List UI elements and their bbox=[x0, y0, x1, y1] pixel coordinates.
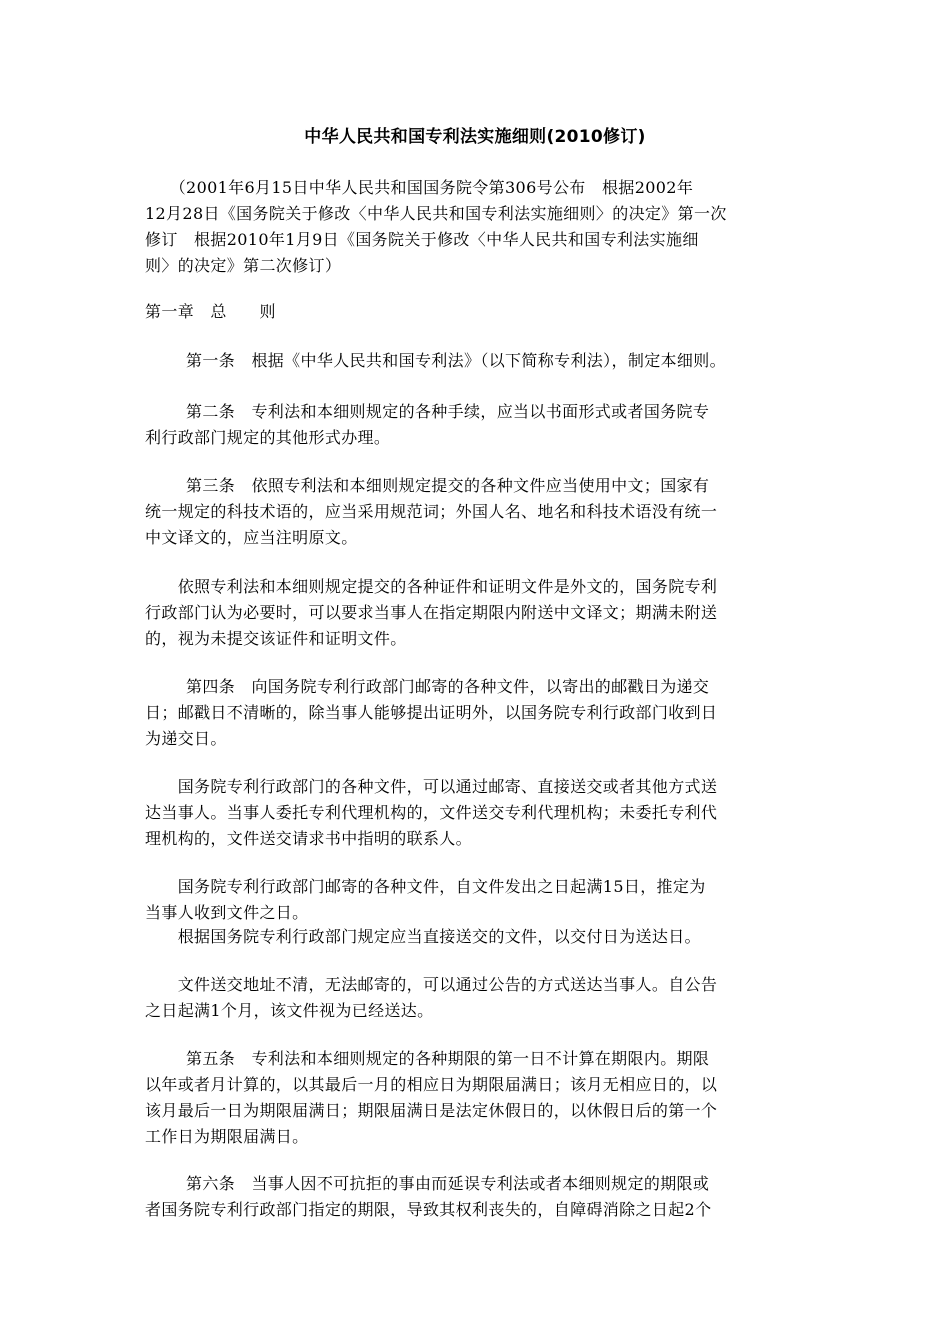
text-line: 12月28日《国务院关于修改〈中华人民共和国专利法实施细则〉的决定》第一次 bbox=[145, 204, 727, 223]
text-line: 达当事人。当事人委托专利代理机构的，文件送交专利代理机构；未委托专利代 bbox=[145, 803, 718, 822]
text-line: 国务院专利行政部门邮寄的各种文件，自文件发出之日起满15日，推定为 bbox=[145, 877, 706, 896]
document-title: 中华人民共和国专利法实施细则(2010修订) bbox=[304, 127, 646, 147]
text-line: 则〉的决定》第二次修订） bbox=[145, 256, 342, 275]
text-line: 文件送交地址不清，无法邮寄的，可以通过公告的方式送达当事人。自公告 bbox=[145, 975, 718, 994]
chapter-heading: 第一章 总 则 bbox=[145, 302, 276, 321]
text-line: 国务院专利行政部门的各种文件，可以通过邮寄、直接送交或者其他方式送 bbox=[145, 777, 718, 796]
text-line: 工作日为期限届满日。 bbox=[145, 1127, 309, 1146]
text-line: 修订 根据2010年1月9日《国务院关于修改〈中华人民共和国专利法实施细 bbox=[145, 230, 699, 249]
text-line: 第二条 专利法和本细则规定的各种手续，应当以书面形式或者国务院专 bbox=[145, 402, 710, 421]
text-line: 依照专利法和本细则规定提交的各种证件和证明文件是外文的，国务院专利 bbox=[145, 577, 718, 596]
text-line: 以年或者月计算的，以其最后一月的相应日为期限届满日；该月无相应日的，以 bbox=[145, 1075, 718, 1094]
text-line: 利行政部门规定的其他形式办理。 bbox=[145, 428, 391, 447]
text-line: 第五条 专利法和本细则规定的各种期限的第一日不计算在期限内。期限 bbox=[145, 1049, 710, 1068]
text-line: 根据国务院专利行政部门规定应当直接送交的文件，以交付日为送达日。 bbox=[145, 927, 701, 946]
text-line: 中文译文的，应当注明原文。 bbox=[145, 528, 358, 547]
text-line: 统一规定的科技术语的，应当采用规范词；外国人名、地名和科技术语没有统一 bbox=[145, 502, 718, 521]
text-line: 为递交日。 bbox=[145, 729, 227, 748]
text-line: 理机构的，文件送交请求书中指明的联系人。 bbox=[145, 829, 473, 848]
text-line: 第四条 向国务院专利行政部门邮寄的各种文件，以寄出的邮戳日为递交 bbox=[145, 677, 710, 696]
text-line: 第六条 当事人因不可抗拒的事由而延误专利法或者本细则规定的期限或 bbox=[145, 1174, 710, 1193]
text-line: 日；邮戳日不清晰的，除当事人能够提出证明外，以国务院专利行政部门收到日 bbox=[145, 703, 718, 722]
text-line: 第三条 依照专利法和本细则规定提交的各种文件应当使用中文；国家有 bbox=[145, 476, 710, 495]
text-line: 当事人收到文件之日。 bbox=[145, 903, 309, 922]
text-line: 行政部门认为必要时，可以要求当事人在指定期限内附送中文译文；期满未附送 bbox=[145, 603, 718, 622]
text-line: 者国务院专利行政部门指定的期限，导致其权利丧失的，自障碍消除之日起2个 bbox=[145, 1200, 712, 1219]
text-line: （2001年6月15日中华人民共和国国务院令第306号公布 根据2002年 bbox=[145, 178, 694, 197]
text-line: 该月最后一日为期限届满日；期限届满日是法定休假日的，以休假日后的第一个 bbox=[145, 1101, 718, 1120]
text-line: 的，视为未提交该证件和证明文件。 bbox=[145, 629, 407, 648]
text-line: 之日起满1个月，该文件视为已经送达。 bbox=[145, 1001, 434, 1020]
text-line: 第一条 根据《中华人民共和国专利法》（以下简称专利法），制定本细则。 bbox=[145, 351, 726, 370]
